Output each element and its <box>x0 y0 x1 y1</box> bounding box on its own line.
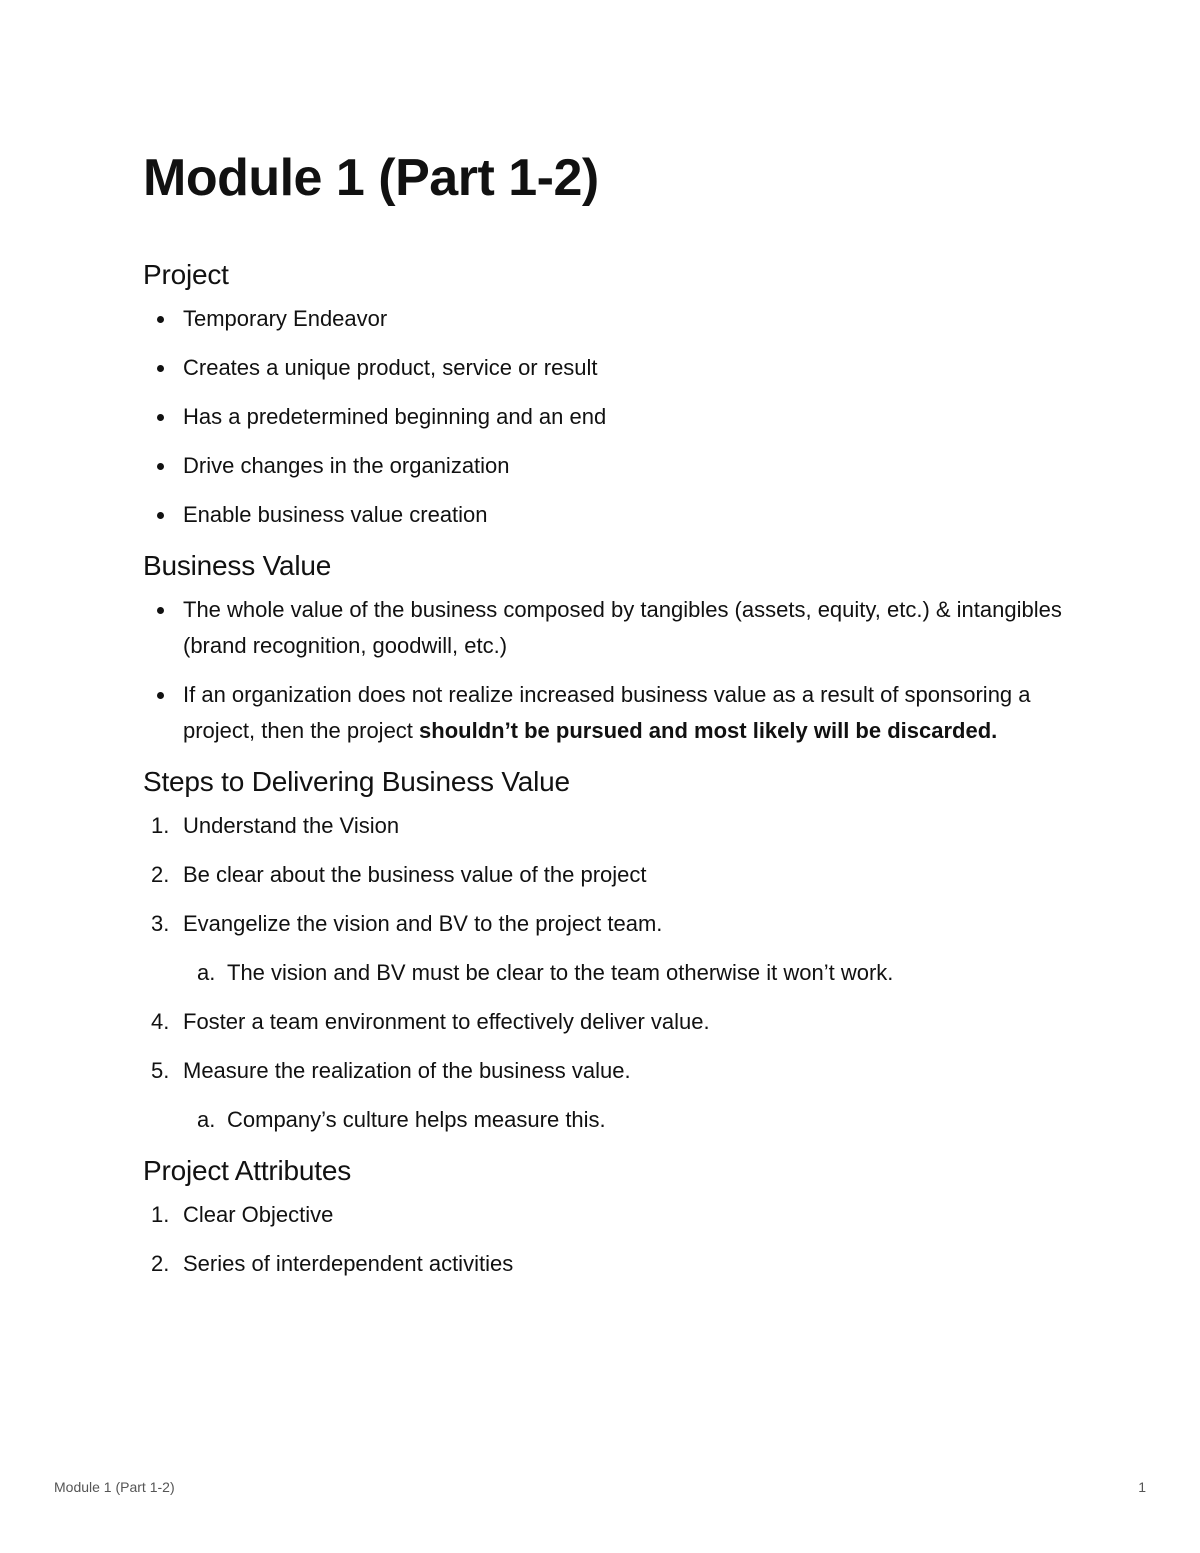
list-item <box>143 301 1063 337</box>
list-item <box>143 857 1063 893</box>
heading-steps: Steps to Delivering Business Value <box>143 766 570 797</box>
list-item-text: Be clear about the business value of the project <box>183 862 647 887</box>
list-item-text: The whole value of the business composed by tangibles (assets, equity, etc.) & intangibles (brand recognition, goodwill, etc.) <box>183 597 1062 658</box>
list-item-text: Drive changes in the organization <box>183 453 510 478</box>
list-item <box>143 448 1063 484</box>
list-item <box>143 399 1063 435</box>
list-number: 2. <box>151 1251 170 1276</box>
steps-list <box>143 808 1063 1138</box>
list-item <box>143 592 1063 664</box>
page-title: Module 1 (Part 1-2) <box>143 149 599 207</box>
list-number: 2. <box>151 862 170 887</box>
bullet-icon <box>157 692 164 699</box>
sub-list-number: a. <box>197 1107 216 1132</box>
list-item-text: Series of interdependent activities <box>183 1251 514 1276</box>
list-item-text: Evangelize the vision and BV to the project team. <box>183 911 663 936</box>
list-number: 5. <box>151 1058 170 1083</box>
page-number: 1 <box>1138 1479 1146 1495</box>
page-content <box>143 140 1063 1295</box>
emphasis-text: shouldn’t be pursued and most likely will be discarded. <box>419 718 998 743</box>
bullet-icon <box>157 463 164 470</box>
list-item-text: Clear Objective <box>183 1202 334 1227</box>
list-item-text: Temporary Endeavor <box>183 306 388 331</box>
list-item <box>143 906 1063 942</box>
attributes-list <box>143 1197 1063 1282</box>
bullet-icon <box>157 365 164 372</box>
bullet-icon <box>157 316 164 323</box>
list-item <box>143 677 1063 749</box>
list-number: 3. <box>151 911 170 936</box>
list-item-text: Enable business value creation <box>183 502 488 527</box>
sub-list-item-text: The vision and BV must be clear to the team otherwise it won’t work. <box>227 960 894 985</box>
list-number: 1. <box>151 1202 170 1227</box>
heading-business-value: Business Value <box>143 550 332 581</box>
list-item-text: Understand the Vision <box>183 813 400 838</box>
footer-title: Module 1 (Part 1-2) <box>54 1479 175 1495</box>
bullet-icon <box>157 607 164 614</box>
list-item <box>143 497 1063 533</box>
list-item <box>143 350 1063 386</box>
list-item-text: Has a predetermined beginning and an end <box>183 404 607 429</box>
list-item-text: Measure the realization of the business value. <box>183 1058 631 1083</box>
sub-list-number: a. <box>197 960 216 985</box>
list-number: 4. <box>151 1009 170 1034</box>
list-item-text: Foster a team environment to effectively deliver value. <box>183 1009 710 1034</box>
list-item-text: If an organization does not realize increased business value as a result of sponsoring a project, then the project <box>183 682 1031 743</box>
sub-list-item-text: Company’s culture helps measure this. <box>227 1107 606 1132</box>
heading-project: Project <box>143 259 229 290</box>
project-list <box>143 301 1063 533</box>
business-value-list <box>143 592 1063 749</box>
list-item <box>143 1053 1063 1089</box>
list-number: 1. <box>151 813 170 838</box>
list-item <box>143 808 1063 844</box>
list-item <box>143 1197 1063 1233</box>
list-item <box>143 1004 1063 1040</box>
heading-project-attributes: Project Attributes <box>143 1155 352 1186</box>
bullet-icon <box>157 414 164 421</box>
sub-list-item <box>143 955 1063 991</box>
list-item <box>143 1246 1063 1282</box>
list-item-text: Creates a unique product, service or result <box>183 355 598 380</box>
bullet-icon <box>157 512 164 519</box>
sub-list-item <box>143 1102 1063 1138</box>
